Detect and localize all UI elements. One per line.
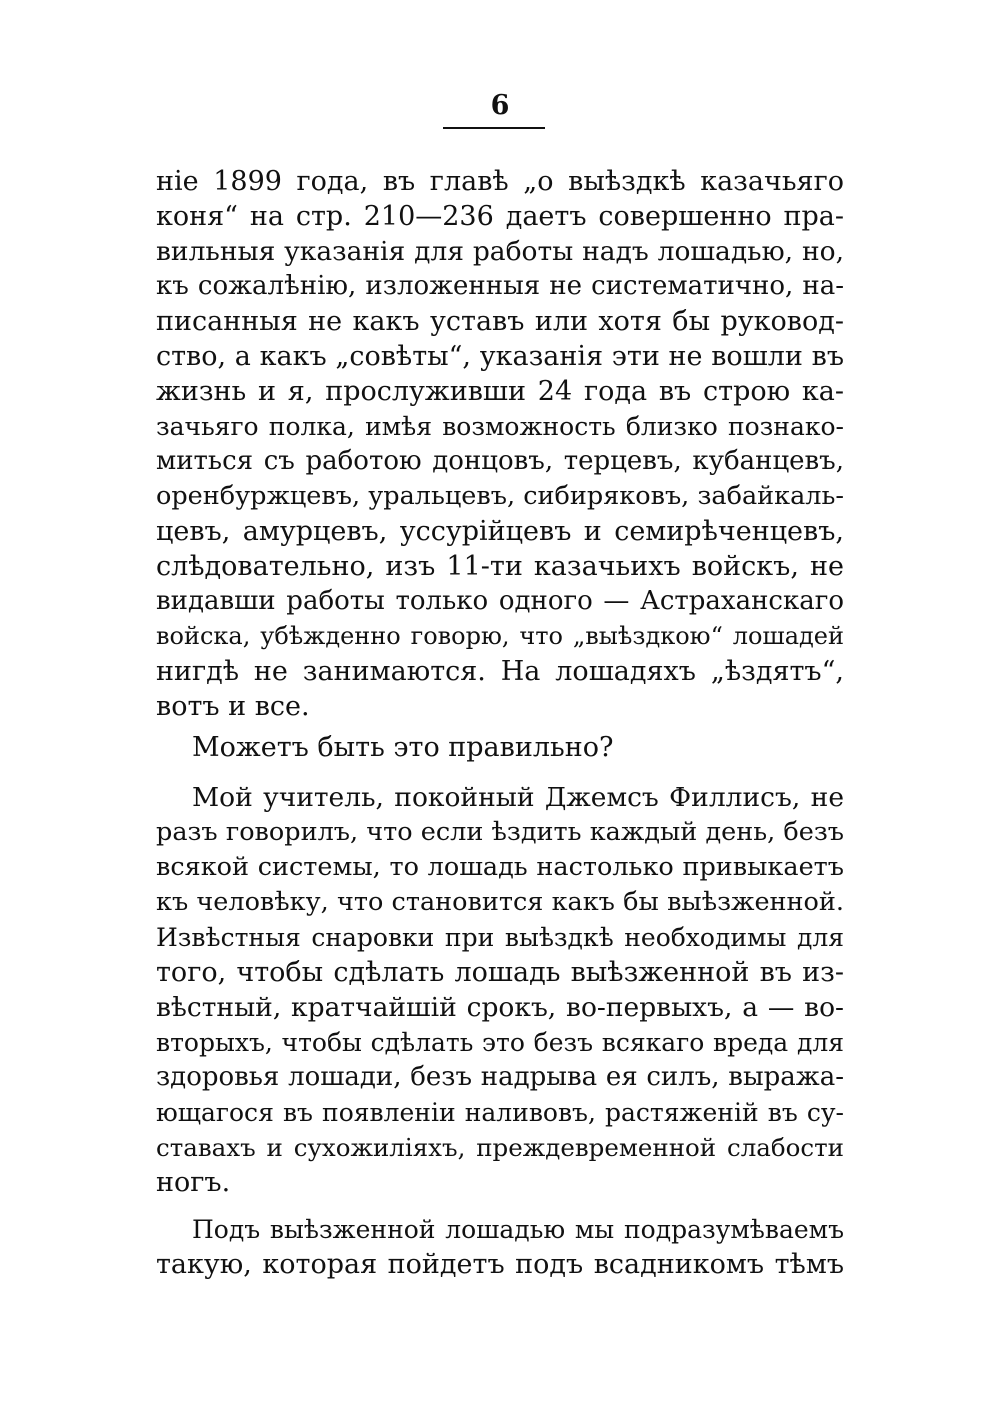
text-line: писанныя не какъ уставъ или хотя бы руковод- <box>156 306 844 337</box>
text-line: такую, которая пойдетъ подъ всадникомъ тѣмъ <box>156 1249 844 1280</box>
text-line: вторыхъ, чтобы сдѣлать это безъ всякаго вреда для <box>156 1028 844 1057</box>
text-line: зачьяго полка, имѣя возможность близко познако- <box>156 412 844 441</box>
text-line: нигдѣ не занимаются. На лошадяхъ „ѣздятъ“, <box>156 656 844 687</box>
text-line: Можетъ быть это правильно? <box>192 732 614 763</box>
text-line: здоровья лошади, безъ надрыва ея силъ, выража- <box>156 1062 844 1092</box>
text-line: ніе 1899 года, въ главѣ „о выѣздкѣ казачьяго <box>156 166 844 197</box>
text-line: вѣстный, кратчайшій срокъ, во-первыхъ, а — во- <box>156 992 844 1023</box>
page-number: 6 <box>490 90 510 121</box>
text-line: всякой системы, то лошадь настолько привыкаетъ <box>156 852 844 882</box>
text-line: оренбуржцевъ, уральцевъ, сибиряковъ, забайкаль- <box>156 481 844 511</box>
header-rule <box>443 127 545 129</box>
paragraph-2 <box>156 730 844 765</box>
text-line: ство, а какъ „совѣты“, указанія эти не вошли въ <box>156 341 844 372</box>
text-line: къ человѣку, что становится какъ бы выѣзженной. <box>156 887 844 917</box>
text-line: слѣдовательно, изъ 11-ти казачьихъ войскъ, не <box>156 551 844 582</box>
text-line: вильныя указанія для работы надъ лошадью, но, <box>156 236 844 267</box>
text-line: того, чтобы сдѣлать лошадь выѣзженной въ из- <box>156 957 844 988</box>
text-line: коня“ на стр. 210—236 даетъ совершенно пра- <box>156 201 844 232</box>
paragraph-3 <box>156 780 844 1200</box>
text-line: Извѣстныя снаровки при выѣздкѣ необходимы для <box>156 923 844 952</box>
text-line: Мой учитель, покойный Джемсъ Филлисъ, не <box>192 782 844 813</box>
text-line: ставахъ и сухожиліяхъ, преждевременной слабости <box>156 1133 844 1162</box>
text-line: вотъ и все. <box>156 691 310 722</box>
text-line: ногъ. <box>156 1167 231 1198</box>
text-line: жизнь и я, прослуживши 24 года въ строю ка- <box>156 376 844 407</box>
text-line: къ сожалѣнію, изложенныя не систематично, на- <box>156 271 844 301</box>
text-line: разъ говорилъ, что если ѣздить каждый день, безъ <box>156 817 844 847</box>
text-line: миться съ работою донцовъ, терцевъ, кубанцевъ, <box>156 446 844 476</box>
text-line: войска, убѣжденно говорю, что „выѣздкою“ лошадей <box>156 622 844 650</box>
paragraph-4 <box>156 1212 844 1282</box>
text-line: видавши работы только одного — Астраханскаго <box>156 586 844 616</box>
text-line: ющагося въ появленіи наливовъ, растяженій въ су- <box>156 1098 844 1127</box>
paragraph-1 <box>156 164 844 724</box>
text-line: Подъ выѣзженной лошадью мы подразумѣваемъ <box>192 1215 844 1244</box>
text-line: цевъ, амурцевъ, уссурійцевъ и семирѣченцевъ, <box>156 516 844 547</box>
